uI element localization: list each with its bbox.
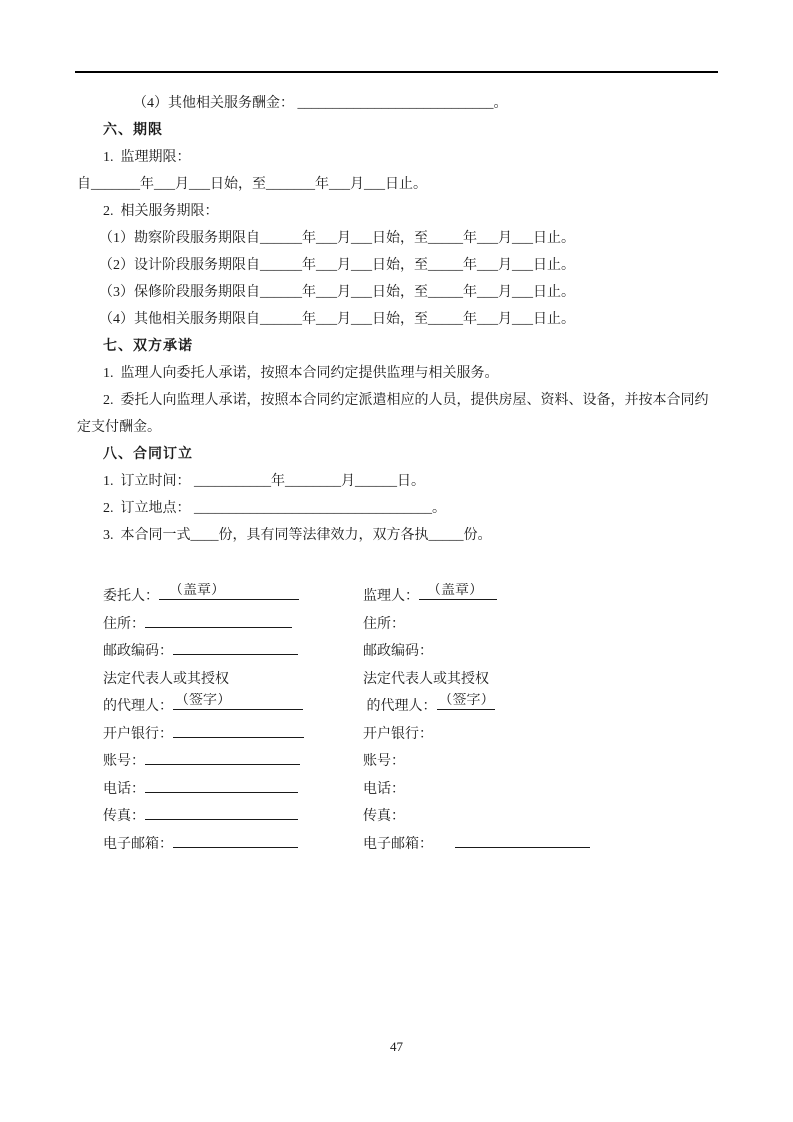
supervisor-phone-row <box>363 776 673 804</box>
page-number: 47 <box>390 1039 403 1054</box>
supervisor-legal-rep-label: 法定代表人或其授权 <box>363 671 489 687</box>
client-phone-label: 电话： <box>103 781 145 797</box>
sec6-sub-item-1: （1）勘察阶段服务期限自______年___月___日始，至_____年___月___日止。 <box>99 231 575 246</box>
sec6-item2: 2. 相关服务期限： <box>103 204 219 219</box>
client-label: 委托人： <box>103 589 159 604</box>
sec6-sub-item-2: （2）设计阶段服务期限自______年___月___日始，至_____年___月___日止。 <box>99 258 575 273</box>
client-legal-rep-row <box>103 666 333 694</box>
sec7-item2-line2: 定支付酬金。 <box>77 420 161 435</box>
supervisor-agent-label: 的代理人： <box>363 699 437 714</box>
supervisor-postcode-label: 邮政编码： <box>363 644 433 659</box>
supervisor-bank-label: 开户银行： <box>363 726 433 742</box>
supervisor-fax-row <box>363 803 673 831</box>
supervisor-legal-rep-row <box>363 666 673 694</box>
supervisor-address-label: 住所： <box>363 616 405 632</box>
sec6-item1-dates: 自_______年___月___日始，至_______年___月___日止。 <box>77 177 427 192</box>
client-agent-label: 的代理人： <box>103 699 173 714</box>
client-postcode-label: 邮政编码： <box>103 644 173 659</box>
supervisor-email-row <box>363 831 673 859</box>
header-rule <box>75 71 718 73</box>
client-legal-rep-label: 法定代表人或其授权 <box>103 671 229 687</box>
section6-heading: 六、期限 <box>103 123 163 138</box>
client-seal-blank: （盖章） <box>159 583 299 600</box>
sec7-item1: 1. 监理人向委托人承诺，按照本合同约定提供监理与相关服务。 <box>103 366 499 381</box>
client-account-blank <box>145 748 300 765</box>
supervisor-account-label: 账号： <box>363 754 405 769</box>
client-email-label: 电子邮箱： <box>103 836 173 852</box>
client-fax-label: 传真： <box>103 809 145 824</box>
supervisor-email-label: 电子邮箱： <box>363 836 433 852</box>
supervisor-postcode-row <box>363 638 673 666</box>
client-fax-blank <box>145 803 298 820</box>
supervisor-account-row <box>363 748 673 776</box>
sec6-sub-item-3: （3）保修阶段服务期限自______年___月___日始，至_____年___月___日止。 <box>99 285 575 300</box>
client-address-label: 住所： <box>103 616 145 632</box>
client-bank-label: 开户银行： <box>103 726 173 742</box>
sec8-item2: 2. 订立地点： __________________________________。 <box>103 501 446 516</box>
client-postcode-blank <box>173 638 298 655</box>
document-body <box>77 90 718 861</box>
sec7-item2-line1: 2. 委托人向监理人承诺，按照本合同约定派遣相应的人员，提供房屋、资料、设备，并按本合同约 <box>103 393 709 408</box>
supervisor-fax-label: 传真： <box>363 809 405 824</box>
supervisor-agent-row <box>363 693 673 721</box>
supervisor-email-blank <box>455 831 590 848</box>
supervisor-signature-column <box>363 583 673 858</box>
fee-other-line: （4）其他相关服务酬金： ____________________________。 <box>133 96 508 111</box>
supervisor-phone-label: 电话： <box>363 781 405 797</box>
sec6-sub-item-4: （4）其他相关服务期限自______年___月___日始，至_____年___月___日止。 <box>99 312 575 327</box>
client-email-blank <box>173 831 298 848</box>
client-account-row <box>103 748 333 776</box>
client-postcode-row <box>103 638 333 666</box>
client-bank-row <box>103 721 333 749</box>
client-phone-row <box>103 776 333 804</box>
client-agent-row <box>103 693 333 721</box>
client-sign-blank: （签字） <box>173 693 303 710</box>
signature-block <box>77 583 718 861</box>
sec8-item3: 3. 本合同一式____份，具有同等法律效力，双方各执_____份。 <box>103 528 492 543</box>
client-row <box>103 583 333 611</box>
client-address-row <box>103 611 333 639</box>
client-fax-row <box>103 803 333 831</box>
client-phone-blank <box>145 776 298 793</box>
supervisor-seal-blank: （盖章） <box>419 583 497 600</box>
sec6-item1: 1. 监理期限： <box>103 150 191 165</box>
client-address-blank <box>145 611 292 628</box>
supervisor-label: 监理人： <box>363 589 419 604</box>
client-email-row <box>103 831 333 859</box>
supervisor-sign-blank: （签字） <box>438 693 495 708</box>
client-account-label: 账号： <box>103 754 145 769</box>
supervisor-address-row <box>363 611 673 639</box>
sec8-item1: 1. 订立时间： ___________年________月______日。 <box>103 474 425 489</box>
supervisor-row <box>363 583 673 611</box>
section7-heading: 七、双方承诺 <box>103 339 193 354</box>
supervisor-bank-row <box>363 721 673 749</box>
section8-heading: 八、合同订立 <box>103 447 193 462</box>
client-signature-column <box>103 583 333 858</box>
client-bank-blank <box>173 721 304 738</box>
